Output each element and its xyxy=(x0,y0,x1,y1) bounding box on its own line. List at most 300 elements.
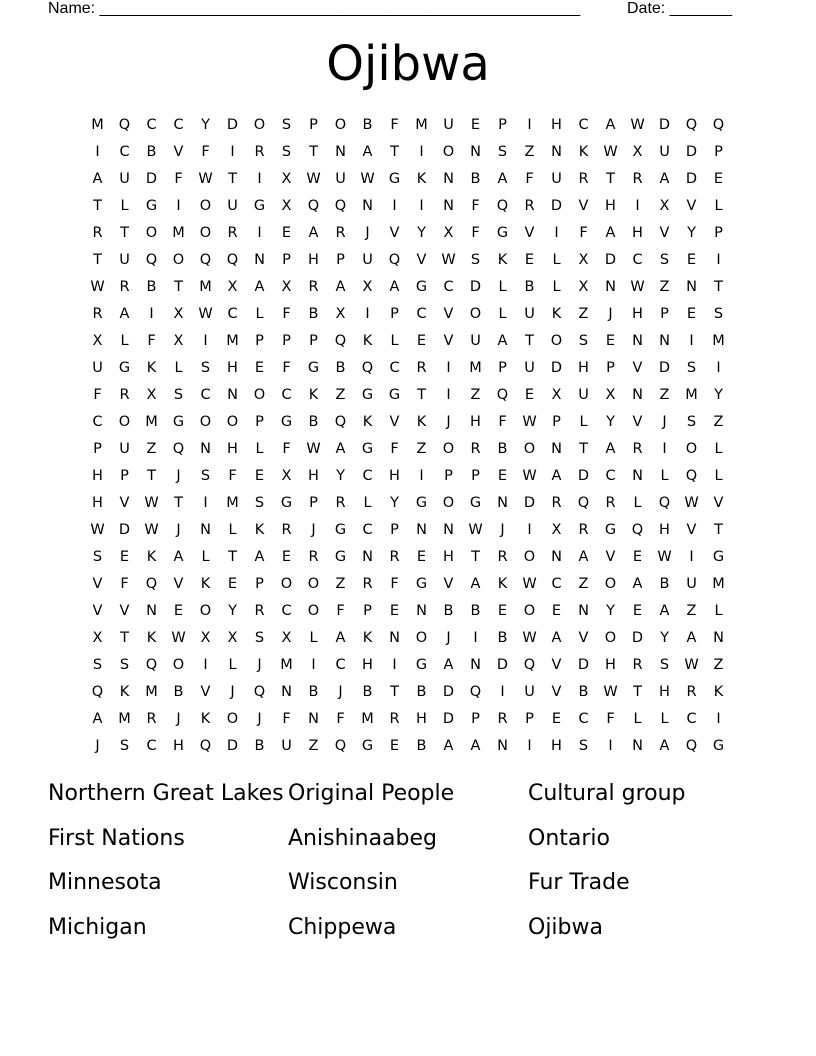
grid-letter: H xyxy=(308,468,319,484)
grid-letter: O xyxy=(226,711,239,727)
grid-letter: A xyxy=(335,441,346,457)
grid-letter: D xyxy=(685,171,698,187)
grid-letter: J xyxy=(257,711,262,727)
grid-letter: F xyxy=(525,171,534,187)
grid-letter: X xyxy=(632,144,643,160)
grid-letter: W xyxy=(90,522,105,538)
grid-letter: W xyxy=(630,279,645,295)
grid-letter: U xyxy=(119,171,130,187)
word-list-item: Cultural group xyxy=(528,781,686,806)
grid-letter: C xyxy=(443,279,454,295)
grid-letter: C xyxy=(362,468,373,484)
word-list-item: Anishinaabeg xyxy=(288,825,437,851)
grid-letter: A xyxy=(605,225,616,241)
grid-letter: F xyxy=(120,576,129,592)
grid-letter: B xyxy=(497,441,508,457)
grid-letter: A xyxy=(551,468,562,484)
grid-letter: V xyxy=(713,495,724,511)
grid-letter: N xyxy=(335,144,346,160)
grid-letter: R xyxy=(92,225,103,241)
grid-letter: B xyxy=(497,630,508,646)
grid-letter: X xyxy=(281,171,292,187)
grid-letter: K xyxy=(416,414,427,430)
grid-letter: M xyxy=(145,684,158,700)
grid-letter: I xyxy=(419,198,424,214)
grid-letter: I xyxy=(203,333,208,349)
grid-letter: C xyxy=(632,252,643,268)
grid-letter: G xyxy=(361,738,374,754)
grid-letter: W xyxy=(360,171,375,187)
word-list-item: Original People xyxy=(288,781,455,806)
grid-letter: N xyxy=(497,738,508,754)
grid-letter: G xyxy=(307,360,320,376)
grid-letter: J xyxy=(257,657,262,673)
grid-letter: B xyxy=(470,171,481,187)
grid-letter: B xyxy=(146,144,157,160)
grid-letter: X xyxy=(227,630,238,646)
grid-letter: P xyxy=(471,711,480,727)
grid-letter: K xyxy=(146,549,157,565)
grid-letter: J xyxy=(176,468,181,484)
grid-letter: X xyxy=(551,522,562,538)
grid-letter: F xyxy=(390,117,399,133)
grid-letter: V xyxy=(119,495,130,511)
grid-letter: R xyxy=(524,198,535,214)
grid-letter: A xyxy=(443,738,454,754)
word-list xyxy=(48,778,768,957)
grid-row xyxy=(84,168,732,195)
grid-letter: O xyxy=(199,603,212,619)
grid-letter: Z xyxy=(659,279,670,295)
grid-letter: N xyxy=(200,441,211,457)
grid-letter: R xyxy=(308,279,319,295)
grid-letter: T xyxy=(228,171,237,187)
grid-row xyxy=(84,735,732,762)
grid-letter: H xyxy=(227,441,238,457)
grid-letter: B xyxy=(173,684,184,700)
grid-letter: O xyxy=(172,657,185,673)
grid-letter: A xyxy=(173,549,184,565)
grid-row xyxy=(84,330,732,357)
grid-letter: R xyxy=(389,549,400,565)
grid-letter: Q xyxy=(685,468,698,484)
grid-letter: C xyxy=(605,468,616,484)
grid-letter: N xyxy=(605,279,616,295)
grid-letter: W xyxy=(522,468,537,484)
word-list-item: Minnesota xyxy=(48,870,162,896)
grid-letter: V xyxy=(443,576,454,592)
grid-letter: U xyxy=(470,333,481,349)
grid-letter: N xyxy=(686,279,697,295)
grid-letter: S xyxy=(119,657,130,673)
grid-letter: S xyxy=(92,549,103,565)
grid-letter: W xyxy=(306,171,321,187)
grid-letter: U xyxy=(659,144,670,160)
grid-letter: M xyxy=(361,711,374,727)
grid-letter: W xyxy=(171,630,186,646)
grid-letter: J xyxy=(311,522,316,538)
word-list-item: Chippewa xyxy=(288,915,397,941)
grid-letter: F xyxy=(336,603,345,619)
grid-letter: N xyxy=(416,603,427,619)
grid-letter: O xyxy=(442,495,455,511)
grid-letter: N xyxy=(713,630,724,646)
grid-letter: L xyxy=(255,306,264,322)
grid-letter: P xyxy=(714,144,723,160)
grid-letter: C xyxy=(686,711,697,727)
grid-row xyxy=(84,546,732,573)
grid-letter: W xyxy=(144,522,159,538)
grid-row xyxy=(84,573,732,600)
grid-letter: W xyxy=(90,279,105,295)
grid-letter: B xyxy=(416,684,427,700)
grid-letter: E xyxy=(524,387,535,403)
grid-letter: P xyxy=(444,468,453,484)
grid-letter: A xyxy=(497,171,508,187)
grid-letter: S xyxy=(659,657,670,673)
grid-letter: E xyxy=(416,333,427,349)
grid-letter: I xyxy=(689,549,694,565)
grid-letter: U xyxy=(92,360,103,376)
grid-letter: U xyxy=(524,360,535,376)
grid-letter: F xyxy=(201,144,210,160)
grid-row xyxy=(84,276,732,303)
grid-letter: R xyxy=(497,549,508,565)
grid-letter: B xyxy=(443,603,454,619)
grid-letter: P xyxy=(255,576,264,592)
grid-letter: Q xyxy=(334,198,347,214)
grid-letter: N xyxy=(470,657,481,673)
grid-letter: W xyxy=(306,441,321,457)
word-list-item: Wisconsin xyxy=(288,870,398,896)
grid-letter: Q xyxy=(523,657,536,673)
grid-letter: X xyxy=(173,333,184,349)
grid-letter: K xyxy=(200,711,211,727)
grid-letter: A xyxy=(335,630,346,646)
grid-letter: R xyxy=(335,495,346,511)
grid-row xyxy=(84,249,732,276)
grid-letter: V xyxy=(551,684,562,700)
grid-letter: G xyxy=(496,225,509,241)
grid-letter: D xyxy=(496,657,509,673)
grid-letter: F xyxy=(579,225,588,241)
grid-letter: O xyxy=(199,414,212,430)
grid-letter: H xyxy=(443,549,454,565)
name-field-label: Name: ______________________________________________________ xyxy=(48,0,581,17)
grid-letter: I xyxy=(716,711,721,727)
grid-letter: R xyxy=(632,657,643,673)
grid-letter: S xyxy=(254,630,265,646)
grid-letter: R xyxy=(389,711,400,727)
grid-letter: Y xyxy=(714,387,723,403)
grid-letter: I xyxy=(635,198,640,214)
grid-letter: E xyxy=(632,603,643,619)
grid-letter: X xyxy=(173,306,184,322)
grid-letter: R xyxy=(416,360,427,376)
grid-letter: Y xyxy=(417,225,426,241)
grid-letter: E xyxy=(713,171,724,187)
grid-letter: M xyxy=(415,117,428,133)
grid-letter: I xyxy=(230,144,235,160)
grid-letter: T xyxy=(228,549,237,565)
grid-letter: W xyxy=(522,414,537,430)
grid-letter: T xyxy=(579,441,588,457)
grid-row xyxy=(84,195,732,222)
grid-letter: S xyxy=(173,387,184,403)
grid-row xyxy=(84,681,732,708)
grid-letter: Q xyxy=(496,198,509,214)
grid-letter: C xyxy=(173,117,184,133)
grid-letter: H xyxy=(470,414,481,430)
grid-letter: O xyxy=(334,117,347,133)
grid-letter: Q xyxy=(469,684,482,700)
grid-letter: A xyxy=(659,603,670,619)
grid-letter: B xyxy=(308,414,319,430)
grid-letter: Z xyxy=(578,306,589,322)
grid-letter: X xyxy=(551,387,562,403)
grid-letter: U xyxy=(686,576,697,592)
grid-letter: H xyxy=(605,657,616,673)
grid-letter: X xyxy=(227,279,238,295)
grid-letter: V xyxy=(92,576,103,592)
grid-row xyxy=(84,114,732,141)
grid-letter: F xyxy=(336,711,345,727)
grid-letter: Q xyxy=(334,333,347,349)
grid-letter: H xyxy=(92,495,103,511)
grid-letter: J xyxy=(365,225,370,241)
grid-letter: E xyxy=(254,360,265,376)
grid-letter: O xyxy=(253,387,266,403)
grid-letter: Y xyxy=(687,225,696,241)
grid-letter: X xyxy=(281,468,292,484)
grid-letter: J xyxy=(95,738,100,754)
grid-letter: E xyxy=(497,468,508,484)
grid-letter: H xyxy=(92,468,103,484)
grid-letter: D xyxy=(118,522,131,538)
grid-letter: F xyxy=(228,468,237,484)
grid-letter: U xyxy=(119,252,130,268)
grid-letter: S xyxy=(281,117,292,133)
grid-letter: G xyxy=(604,522,617,538)
grid-letter: R xyxy=(605,495,616,511)
grid-letter: D xyxy=(226,117,239,133)
grid-letter: P xyxy=(660,306,669,322)
grid-letter: E xyxy=(173,603,184,619)
grid-letter: B xyxy=(362,117,373,133)
grid-letter: L xyxy=(498,306,507,322)
grid-letter: B xyxy=(578,684,589,700)
grid-letter: N xyxy=(389,630,400,646)
grid-letter: R xyxy=(227,225,238,241)
grid-letter: T xyxy=(120,225,129,241)
grid-letter: S xyxy=(686,360,697,376)
grid-letter: X xyxy=(362,279,373,295)
grid-letter: U xyxy=(119,441,130,457)
grid-letter: M xyxy=(199,279,212,295)
grid-letter: R xyxy=(308,549,319,565)
grid-letter: L xyxy=(390,333,399,349)
grid-letter: A xyxy=(686,630,697,646)
grid-letter: B xyxy=(470,603,481,619)
grid-letter: D xyxy=(226,738,239,754)
grid-letter: A xyxy=(632,576,643,592)
grid-letter: X xyxy=(605,387,616,403)
grid-letter: E xyxy=(497,603,508,619)
grid-letter: V xyxy=(605,549,616,565)
grid-letter: M xyxy=(226,495,239,511)
grid-letter: E xyxy=(605,333,616,349)
grid-letter: Q xyxy=(145,252,158,268)
grid-letter: G xyxy=(172,414,185,430)
grid-letter: Y xyxy=(201,117,210,133)
grid-letter: M xyxy=(469,360,482,376)
grid-letter: O xyxy=(145,225,158,241)
grid-letter: A xyxy=(362,144,373,160)
grid-letter: H xyxy=(362,657,373,673)
grid-letter: K xyxy=(578,144,589,160)
grid-letter: X xyxy=(443,225,454,241)
grid-letter: T xyxy=(471,549,480,565)
grid-letter: P xyxy=(606,360,615,376)
grid-letter: R xyxy=(632,171,643,187)
grid-letter: A xyxy=(389,279,400,295)
grid-letter: N xyxy=(443,171,454,187)
grid-letter: C xyxy=(416,306,427,322)
grid-letter: S xyxy=(92,657,103,673)
grid-letter: N xyxy=(551,549,562,565)
grid-letter: L xyxy=(714,603,723,619)
grid-letter: X xyxy=(146,387,157,403)
word-list-item: Northern Great Lakes xyxy=(48,781,284,806)
grid-letter: L xyxy=(309,630,318,646)
grid-letter: R xyxy=(470,441,481,457)
grid-letter: N xyxy=(632,333,643,349)
grid-letter: S xyxy=(497,144,508,160)
grid-letter: O xyxy=(685,441,698,457)
grid-letter: Z xyxy=(335,387,346,403)
grid-letter: M xyxy=(145,414,158,430)
grid-letter: E xyxy=(470,117,481,133)
grid-letter: L xyxy=(174,360,183,376)
grid-letter: F xyxy=(390,576,399,592)
grid-letter: G xyxy=(145,198,158,214)
grid-letter: H xyxy=(605,198,616,214)
grid-letter: D xyxy=(631,630,644,646)
grid-letter: F xyxy=(282,441,291,457)
grid-letter: X xyxy=(578,252,589,268)
grid-letter: K xyxy=(416,171,427,187)
grid-letter: N xyxy=(200,522,211,538)
grid-letter: C xyxy=(146,117,157,133)
grid-letter: Q xyxy=(577,495,590,511)
grid-letter: I xyxy=(365,306,370,322)
grid-letter: Z xyxy=(578,576,589,592)
grid-row xyxy=(84,600,732,627)
grid-letter: N xyxy=(146,603,157,619)
grid-letter: R xyxy=(92,306,103,322)
grid-letter: W xyxy=(657,549,672,565)
grid-letter: C xyxy=(92,414,103,430)
word-list-item: First Nations xyxy=(48,825,185,851)
grid-row xyxy=(84,654,732,681)
grid-letter: W xyxy=(198,306,213,322)
grid-letter: U xyxy=(524,306,535,322)
grid-letter: N xyxy=(470,144,481,160)
grid-letter: P xyxy=(93,441,102,457)
grid-letter: Z xyxy=(524,144,535,160)
grid-letter: P xyxy=(309,333,318,349)
grid-letter: C xyxy=(578,117,589,133)
letter-grid xyxy=(84,114,732,762)
grid-letter: N xyxy=(659,333,670,349)
grid-letter: F xyxy=(498,414,507,430)
word-list-item: Michigan xyxy=(48,915,147,941)
grid-letter: Y xyxy=(606,603,615,619)
grid-letter: K xyxy=(308,387,319,403)
grid-letter: X xyxy=(281,279,292,295)
grid-letter: P xyxy=(282,252,291,268)
grid-letter: O xyxy=(307,576,320,592)
grid-letter: I xyxy=(95,144,100,160)
grid-letter: W xyxy=(198,171,213,187)
grid-letter: A xyxy=(335,279,346,295)
grid-letter: E xyxy=(281,549,292,565)
grid-letter: L xyxy=(660,468,669,484)
grid-letter: J xyxy=(338,684,343,700)
grid-letter: S xyxy=(659,252,670,268)
grid-letter: L xyxy=(552,279,561,295)
grid-letter: D xyxy=(550,360,563,376)
grid-letter: I xyxy=(419,468,424,484)
grid-letter: V xyxy=(119,603,130,619)
grid-letter: M xyxy=(118,711,131,727)
grid-letter: K xyxy=(254,522,265,538)
grid-letter: D xyxy=(685,144,698,160)
grid-letter: G xyxy=(361,387,374,403)
grid-letter: V xyxy=(389,414,400,430)
grid-letter: Q xyxy=(496,387,509,403)
grid-letter: S xyxy=(119,738,130,754)
grid-letter: F xyxy=(471,198,480,214)
grid-letter: J xyxy=(500,522,505,538)
grid-letter: Q xyxy=(712,117,725,133)
grid-letter: A xyxy=(659,738,670,754)
grid-letter: L xyxy=(498,279,507,295)
grid-letter: Q xyxy=(658,495,671,511)
grid-letter: K xyxy=(497,252,508,268)
grid-letter: A xyxy=(119,306,130,322)
grid-letter: O xyxy=(469,306,482,322)
grid-letter: R xyxy=(578,171,589,187)
grid-letter: M xyxy=(226,333,239,349)
grid-letter: A xyxy=(497,333,508,349)
grid-letter: E xyxy=(254,468,265,484)
grid-letter: I xyxy=(689,333,694,349)
grid-letter: A xyxy=(470,576,481,592)
grid-letter: F xyxy=(174,171,183,187)
grid-letter: P xyxy=(336,252,345,268)
grid-letter: A xyxy=(551,630,562,646)
grid-letter: R xyxy=(686,684,697,700)
grid-letter: S xyxy=(281,144,292,160)
grid-letter: V xyxy=(551,657,562,673)
grid-letter: E xyxy=(686,306,697,322)
grid-letter: C xyxy=(389,360,400,376)
grid-letter: I xyxy=(608,738,613,754)
grid-letter: K xyxy=(362,414,373,430)
grid-letter: Q xyxy=(388,252,401,268)
grid-letter: L xyxy=(228,657,237,673)
